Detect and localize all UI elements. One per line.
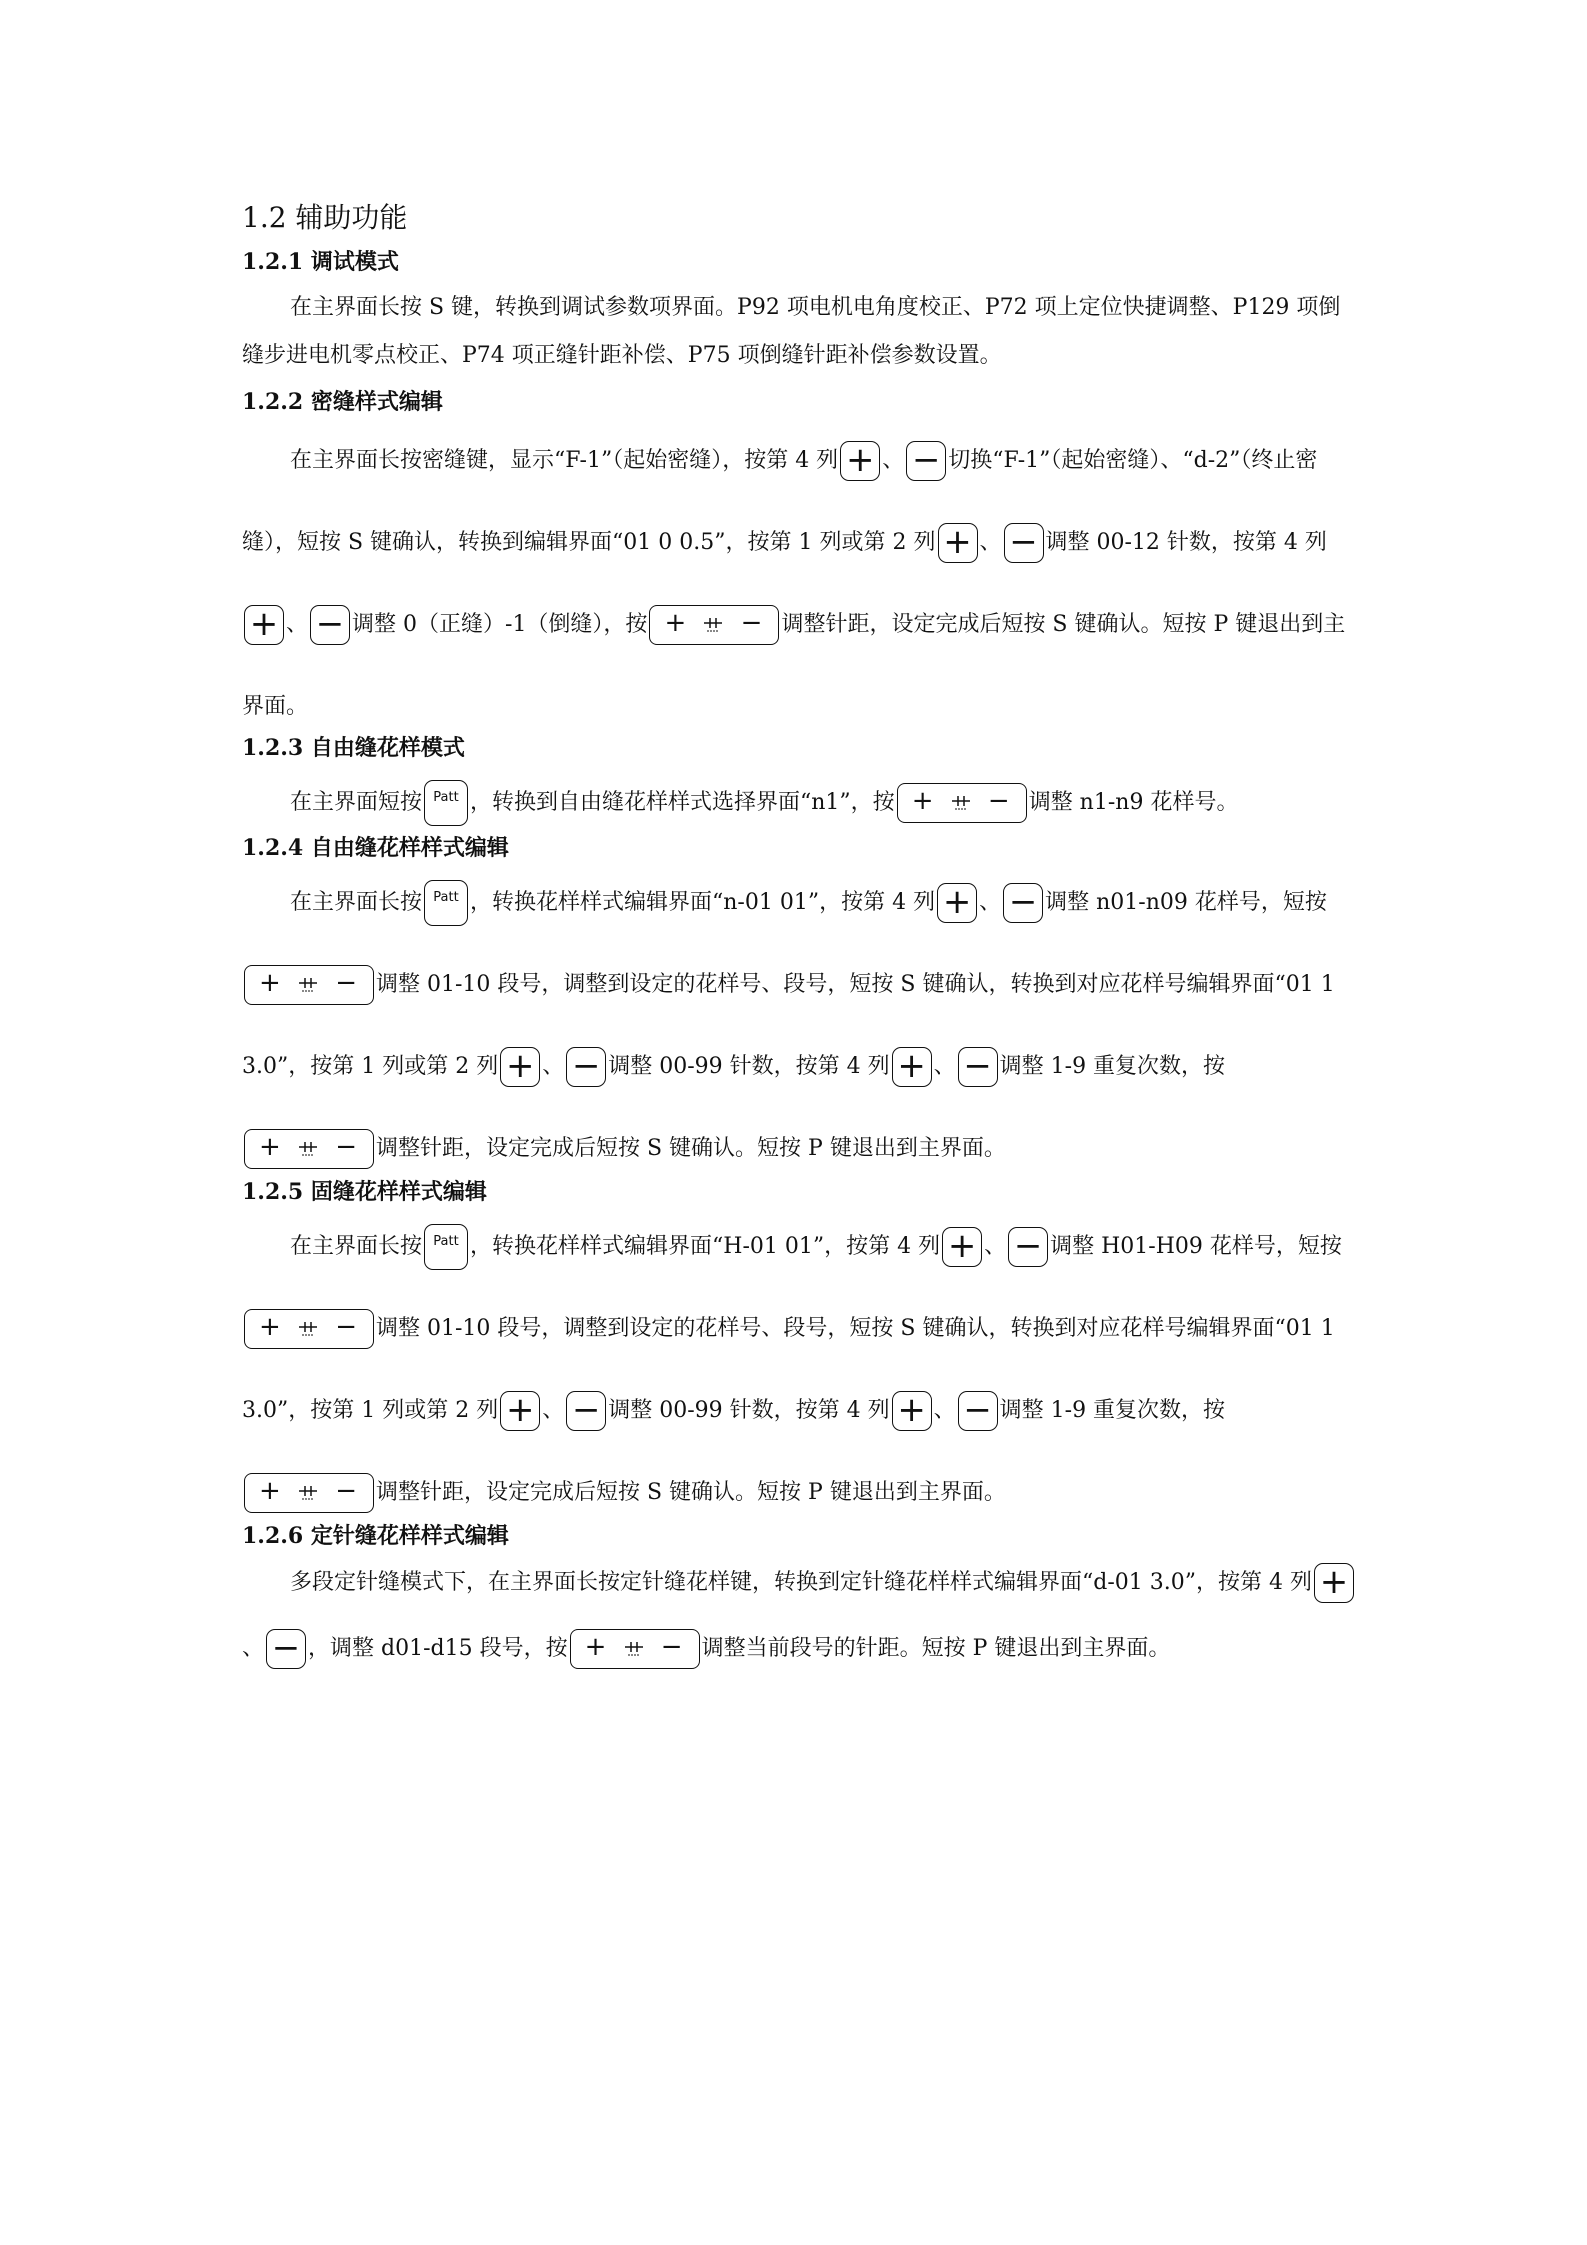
text-segment: 切换“F-1”（起始密缝）、“d-2”（终止密缝），短按 S 键确认，转换到编辑界面“01 0 0.5”，按第 1 列或第 2 列	[242, 448, 1318, 555]
plus-key-icon	[938, 523, 978, 563]
text-segment: ，调整 d01-d15 段号，按	[308, 1636, 568, 1661]
stitch-length-icon	[298, 1321, 318, 1337]
subsection-title-free-pattern-edit: 1.2.4 自由缝花样样式编辑	[242, 835, 509, 861]
minus-key-icon	[958, 1047, 998, 1087]
text-segment: 在主界面长按密缝键，显示“F-1”（起始密缝），按第 4 列	[290, 448, 839, 473]
subsection-title-fixed-pattern-edit: 1.2.5 固缝花样样式编辑	[242, 1179, 487, 1205]
minus-key-icon	[1008, 1227, 1048, 1267]
document-content	[242, 196, 1357, 1682]
stitch-length-key-icon	[244, 1309, 374, 1349]
plus-key-icon	[244, 605, 284, 645]
subsection-title-debug-mode: 1.2.1 调试模式	[242, 249, 399, 275]
paragraph-dense-stitch	[242, 420, 1357, 748]
text-segment: 调整当前段号的针距。短按 P 键退出到主界面。	[701, 1636, 1171, 1661]
stitch-length-key-icon	[244, 1473, 374, 1513]
text-segment: 调整 01-10 段号，调整到设定的花样号、段号，短按 S 键确认，转换到对应花样号编辑界面“01 1 3.0”，按第 1 列或第 2 列	[242, 1316, 1335, 1423]
text-segment: 、	[242, 1636, 265, 1661]
text-segment: 在主界面长按	[290, 1234, 423, 1259]
stitch-length-icon	[624, 1641, 644, 1657]
paragraph-debug-mode: 在主界面长按 S 键，转换到调试参数项界面。P92 项电机电角度校正、P72 项上定位快捷调整、P129 项倒缝步进电机零点校正、P74 项正缝针距补偿、P75 项倒缝针距补偿参数设置。	[242, 295, 1341, 368]
subsection-title-free-pattern-mode: 1.2.3 自由缝花样模式	[242, 735, 465, 761]
minus-key-icon	[958, 1391, 998, 1431]
paragraph-free-pattern-edit	[242, 862, 1357, 1190]
minus-icon: −	[335, 1476, 357, 1506]
plus-key-icon	[840, 441, 880, 481]
plus-icon: +	[897, 1046, 926, 1086]
patt-label: Patt	[433, 790, 459, 805]
text-segment: 调整 00-99 针数，按第 4 列	[608, 1054, 890, 1079]
plus-icon: +	[845, 440, 875, 480]
plus-icon: +	[911, 786, 934, 816]
text-segment: ，转换到自由缝花样样式选择界面“n1”，按	[470, 790, 895, 815]
plus-key-icon	[500, 1047, 540, 1087]
stitch-length-icon	[951, 795, 971, 811]
subsection-title-fixed-needle-edit: 1.2.6 定针缝花样样式编辑	[242, 1523, 509, 1549]
minus-icon: −	[963, 1046, 992, 1086]
stitch-length-icon	[298, 1141, 318, 1157]
text-segment: 、	[979, 890, 1002, 915]
text-segment: 、	[979, 530, 1002, 555]
text-segment: 调整针距，设定完成后短按 S 键确认。短按 P 键退出到主界面。	[376, 1136, 1006, 1161]
minus-key-icon	[1004, 523, 1044, 563]
plus-key-icon	[500, 1391, 540, 1431]
plus-key-icon	[937, 883, 977, 923]
text-segment: 调整 1-9 重复次数，按	[999, 1398, 1226, 1423]
patt-key-icon	[424, 880, 468, 926]
text-segment: 调整 0（正缝）-1（倒缝），按	[352, 612, 648, 637]
text-segment: 调整 n01-n09 花样号，短按	[1045, 890, 1327, 915]
minus-icon: −	[911, 440, 941, 480]
minus-icon: −	[987, 786, 1010, 816]
patt-label: Patt	[433, 890, 459, 905]
stitch-length-key-icon	[244, 1129, 374, 1169]
minus-icon: −	[571, 1390, 601, 1430]
text-segment: 调整针距，设定完成后短按 S 键确认。短按 P 键退出到主界面。	[376, 1480, 1006, 1505]
text-segment: 在主界面长按	[290, 890, 423, 915]
text-segment: 、	[542, 1054, 565, 1079]
minus-key-icon	[566, 1391, 606, 1431]
text-segment: 调整 1-9 重复次数，按	[999, 1054, 1226, 1079]
stitch-length-key-icon	[570, 1629, 700, 1669]
text-segment: 、	[542, 1398, 565, 1423]
paragraph-fixed-needle-edit	[242, 1550, 1357, 1682]
minus-icon: −	[335, 1132, 357, 1162]
stitch-length-key-icon	[244, 965, 374, 1005]
minus-icon: −	[740, 608, 763, 638]
minus-icon: −	[963, 1390, 992, 1430]
plus-icon: +	[664, 608, 687, 638]
patt-key-icon	[424, 1224, 468, 1270]
plus-icon: +	[259, 1312, 281, 1342]
minus-key-icon	[906, 441, 946, 481]
plus-key-icon	[1314, 1563, 1354, 1603]
plus-icon: +	[259, 968, 281, 998]
text-segment: 调整 00-12 针数，按第 4 列	[1045, 530, 1327, 555]
patt-key-icon	[424, 780, 468, 826]
text-segment: 、	[933, 1398, 956, 1423]
minus-key-icon	[310, 605, 350, 645]
text-segment: 调整 n1-n9 花样号。	[1028, 790, 1239, 815]
minus-icon: −	[1013, 1226, 1043, 1266]
text-segment: 、	[286, 612, 309, 637]
patt-label: Patt	[433, 1234, 459, 1249]
minus-icon: −	[660, 1632, 683, 1662]
plus-icon: +	[259, 1132, 281, 1162]
plus-icon: +	[249, 604, 279, 644]
plus-key-icon	[892, 1047, 932, 1087]
section-title: 1.2 辅助功能	[242, 201, 408, 234]
stitch-length-icon	[298, 977, 318, 993]
plus-icon: +	[584, 1632, 607, 1662]
minus-icon: −	[1008, 882, 1038, 922]
text-segment: 、	[882, 448, 905, 473]
stitch-length-key-icon	[649, 605, 779, 645]
paragraph-fixed-pattern-edit	[242, 1206, 1357, 1534]
text-segment: 多段定针缝模式下，在主界面长按定针缝花样键，转换到定针缝花样样式编辑界面“d-01 3.0”，按第 4 列	[290, 1570, 1312, 1595]
minus-key-icon	[266, 1629, 306, 1669]
minus-key-icon	[1003, 883, 1043, 923]
minus-icon: −	[315, 604, 345, 644]
text-segment: 、	[933, 1054, 956, 1079]
text-segment: 调整 00-99 针数，按第 4 列	[608, 1398, 890, 1423]
plus-key-icon	[942, 1227, 982, 1267]
text-segment: 调整 01-10 段号，调整到设定的花样号、段号，短按 S 键确认，转换到对应花样号编辑界面“01 1 3.0”，按第 1 列或第 2 列	[242, 972, 1335, 1079]
plus-icon: +	[897, 1390, 926, 1430]
minus-icon: −	[1009, 522, 1038, 562]
minus-icon: −	[335, 968, 357, 998]
text-segment: ，转换花样样式编辑界面“H-01 01”，按第 4 列	[470, 1234, 941, 1259]
plus-icon: +	[942, 882, 972, 922]
plus-icon: +	[947, 1226, 977, 1266]
stitch-length-icon	[298, 1485, 318, 1501]
minus-icon: −	[571, 1046, 601, 1086]
minus-icon: −	[335, 1312, 357, 1342]
text-segment: ，转换花样样式编辑界面“n-01 01”，按第 4 列	[470, 890, 936, 915]
subsection-title-dense-stitch: 1.2.2 密缝样式编辑	[242, 389, 443, 415]
plus-icon: +	[505, 1046, 535, 1086]
plus-key-icon	[892, 1391, 932, 1431]
plus-icon: +	[1319, 1562, 1349, 1602]
text-segment: 、	[984, 1234, 1007, 1259]
text-segment: 调整针距，设定完成后短按 S 键确认。短按 P 键退出到主界面。	[242, 612, 1346, 719]
stitch-length-key-icon	[897, 783, 1027, 823]
plus-icon: +	[943, 522, 972, 562]
text-segment: 调整 H01-H09 花样号，短按	[1050, 1234, 1342, 1259]
plus-icon: +	[259, 1476, 281, 1506]
stitch-length-icon	[703, 617, 723, 633]
plus-icon: +	[505, 1390, 535, 1430]
minus-icon: −	[271, 1628, 301, 1668]
minus-key-icon	[566, 1047, 606, 1087]
text-segment: 在主界面短按	[290, 790, 423, 815]
